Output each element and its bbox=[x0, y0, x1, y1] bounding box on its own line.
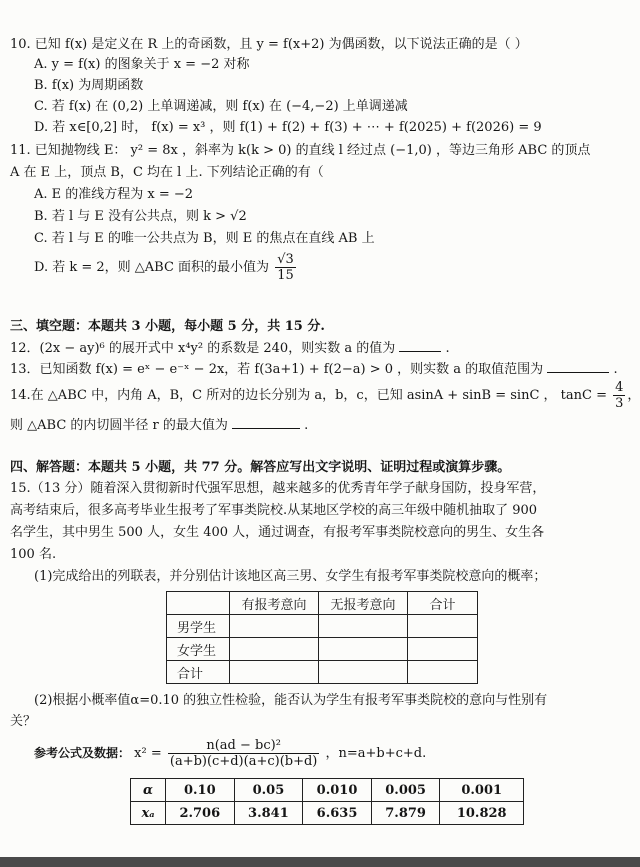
contingency-row-label-total: 合计 bbox=[167, 661, 230, 684]
scan-edge-bar bbox=[0, 857, 640, 867]
alpha-value: 0.010 bbox=[303, 779, 372, 802]
table-row bbox=[131, 802, 524, 825]
table-cell[interactable] bbox=[408, 615, 478, 638]
table-row bbox=[167, 638, 478, 661]
formula-tail: ，n=a+b+c+d. bbox=[325, 746, 427, 761]
q11-option-a: A. E 的准线方程为 x = −2 bbox=[34, 187, 194, 202]
q10-option-c: C. 若 f(x) 在 (0,2) 上单调递减，则 f(x) 在 (−4,−2) 上单调递减 bbox=[34, 99, 408, 114]
q11-option-b: B. 若 l 与 E 没有公共点，则 k > √2 bbox=[34, 209, 247, 224]
contingency-header-total: 合计 bbox=[408, 592, 478, 615]
formula-lhs: x² = bbox=[134, 746, 162, 761]
contingency-header-intent: 有报考意向 bbox=[230, 592, 319, 615]
q14-line1 bbox=[10, 380, 640, 411]
table-row bbox=[167, 615, 478, 638]
alpha-value: 0.10 bbox=[166, 779, 235, 802]
q10-option-d: D. 若 x∈[0,2] 时， f(x) = x³ ，则 f(1) + f(2) + f(3) + ⋯ + f(2025) + f(2026) = 9 bbox=[34, 120, 542, 135]
q15-line1: 15.（13 分）随着深入贯彻新时代强军思想，越来越多的优秀青年学子献身国防，投身军营， bbox=[10, 481, 546, 496]
section4-title: 四、解答题：本题共 5 小题，共 77 分。解答应写出文字说明、证明过程或演算步骤。 bbox=[10, 460, 511, 475]
q14-end: . bbox=[304, 418, 309, 433]
alpha-value: 0.05 bbox=[234, 779, 303, 802]
formula-label: 参考公式及数据： bbox=[34, 746, 131, 760]
contingency-header-no-intent: 无报考意向 bbox=[319, 592, 408, 615]
q11-stem-line1: 11. 已知抛物线 E： y² = 8x ，斜率为 k(k > 0) 的直线 l 经过点 (−1,0) ，等边三角形 ABC 的顶点 bbox=[10, 143, 591, 158]
table-cell[interactable] bbox=[230, 615, 319, 638]
q15-part2-line1: (2)根据小概率值α=0.10 的独立性检验，能否认为学生有报考军事类院校的意向与性别有 bbox=[34, 693, 548, 708]
alpha-label: α bbox=[131, 779, 166, 802]
q15-line2: 高考结束后，很多高考毕业生报考了军事类院校.从某地区学校的高三年级中随机抽取了 900 bbox=[10, 503, 538, 518]
q11-stem-line2: A 在 E 上，顶点 B，C 均在 l 上. 下列结论正确的有（ bbox=[10, 165, 324, 180]
q13-text: 13．已知函数 f(x) = eˣ − e⁻ˣ − 2x，若 f(3a+1) + f(2−a) > 0 ，则实数 a 的取值范围为 bbox=[10, 362, 544, 377]
q15-part1: (1)完成给出的列联表，并分别估计该地区高三男、女学生有报考军事类院校意向的概率； bbox=[34, 569, 547, 584]
contingency-row-label-female: 女学生 bbox=[167, 638, 230, 661]
q11-option-d-fraction bbox=[275, 252, 296, 283]
alpha-value: 0.001 bbox=[440, 779, 524, 802]
q14-text: 14.在 △ABC 中，内角 A，B，C 所对的边长分别为 a，b，c，已知 asinA + sinB = sinC ， tanC = bbox=[10, 388, 607, 403]
q11-option-d bbox=[34, 252, 298, 284]
q15-line4: 100 名. bbox=[10, 547, 57, 562]
q13 bbox=[10, 360, 618, 379]
table-cell[interactable] bbox=[319, 615, 408, 638]
q11-option-d-denominator: 15 bbox=[277, 268, 294, 283]
table-cell[interactable] bbox=[408, 638, 478, 661]
table-cell[interactable] bbox=[319, 661, 408, 684]
table-cell[interactable] bbox=[230, 661, 319, 684]
q10-option-b: B. f(x) 为周期函数 bbox=[34, 78, 144, 93]
x-alpha-value: 6.635 bbox=[303, 802, 372, 825]
q14-denominator: 3 bbox=[615, 396, 624, 411]
q12-text: 12．(2x − ay)⁶ 的展开式中 x⁴y² 的系数是 240，则实数 a 的值为 bbox=[10, 341, 396, 356]
q11-option-c: C. 若 l 与 E 的唯一公共点为 B，则 E 的焦点在直线 AB 上 bbox=[34, 231, 375, 246]
q12-answer-blank[interactable] bbox=[399, 339, 441, 352]
x-alpha-value: 3.841 bbox=[234, 802, 303, 825]
alpha-value: 0.005 bbox=[371, 779, 440, 802]
q14-line1-end: ， bbox=[627, 388, 640, 403]
q12-end: . bbox=[445, 341, 450, 356]
contingency-table bbox=[166, 591, 478, 684]
q13-answer-blank[interactable] bbox=[547, 360, 609, 373]
section3-title: 三、填空题：本题共 3 小题，每小题 5 分，共 15 分. bbox=[10, 319, 325, 334]
table-cell[interactable] bbox=[230, 638, 319, 661]
formula-fraction bbox=[168, 738, 320, 769]
x-alpha-value: 10.828 bbox=[440, 802, 524, 825]
q10-option-a: A. y = f(x) 的图象关于 x = −2 对称 bbox=[34, 57, 250, 72]
table-row bbox=[167, 661, 478, 684]
q13-end: . bbox=[613, 362, 618, 377]
reference-formula bbox=[34, 736, 426, 771]
x-alpha-value: 2.706 bbox=[166, 802, 235, 825]
x-alpha-label: xₐ bbox=[131, 802, 166, 825]
q14-answer-blank[interactable] bbox=[232, 416, 300, 429]
critical-value-table bbox=[130, 778, 524, 825]
x-alpha-value: 7.879 bbox=[371, 802, 440, 825]
formula-denominator: (a+b)(c+d)(a+c)(b+d) bbox=[169, 754, 318, 769]
table-cell[interactable] bbox=[408, 661, 478, 684]
q14-line2-text: 则 △ABC 的内切圆半径 r 的最大值为 bbox=[10, 418, 228, 433]
q12 bbox=[10, 339, 450, 358]
contingency-table-header bbox=[167, 592, 478, 615]
table-row bbox=[131, 779, 524, 802]
contingency-header-blank bbox=[167, 592, 230, 615]
contingency-row-label-male: 男学生 bbox=[167, 615, 230, 638]
q14-line2 bbox=[10, 416, 308, 435]
q14-numerator: 4 bbox=[615, 380, 624, 395]
q15-line3: 名学生，其中男生 500 人，女生 400 人，通过调查，有报考军事类院校意向的男生、女生各 bbox=[10, 525, 545, 540]
q15-part2-line2: 关？ bbox=[10, 714, 37, 729]
q10-stem: 10. 已知 f(x) 是定义在 R 上的奇函数，且 y = f(x+2) 为偶函数，以下说法正确的是（ ） bbox=[10, 37, 528, 52]
q11-option-d-text: D. 若 k = 2，则 △ABC 面积的最小值为 bbox=[34, 260, 270, 275]
table-cell[interactable] bbox=[319, 638, 408, 661]
formula-numerator: n(ad − bc)² bbox=[168, 738, 320, 754]
q11-option-d-numerator: √3 bbox=[277, 252, 294, 267]
q14-fraction bbox=[613, 380, 625, 411]
